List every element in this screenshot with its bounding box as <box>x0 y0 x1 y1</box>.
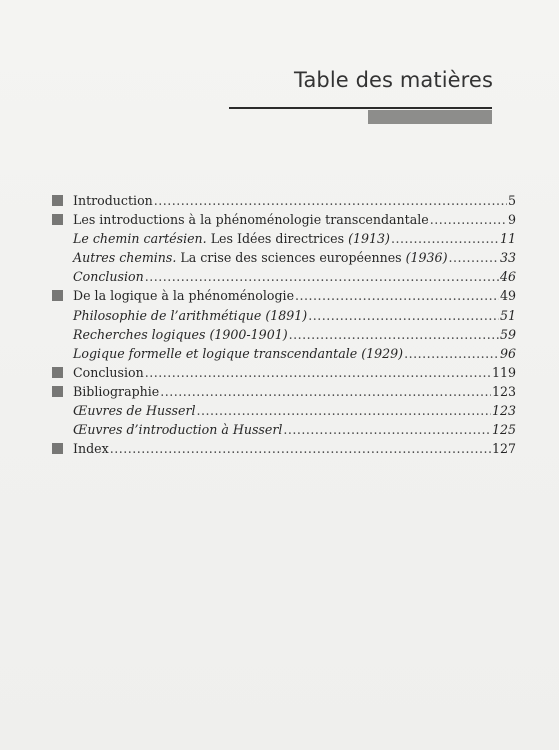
toc-entry-line <box>52 267 516 286</box>
toc-entry-title <box>73 344 403 363</box>
square-bullet-icon <box>52 386 63 397</box>
toc-page-number: 96 <box>499 345 516 361</box>
toc-entry <box>52 401 516 420</box>
toc-page-number: 5 <box>507 193 516 208</box>
dot-leader <box>391 229 499 248</box>
toc-entry-line <box>52 401 516 420</box>
toc-title-part: (1913) <box>348 231 390 247</box>
dot-leader <box>197 401 491 420</box>
toc-title-part: Œuvres de Husserl <box>73 403 196 419</box>
toc-title-part: Les introductions à la phénoménologie transcendantale <box>73 212 429 228</box>
toc-entry <box>52 439 516 458</box>
title-underline <box>229 107 492 109</box>
toc-page-number: 127 <box>491 441 516 457</box>
toc-entry-line <box>52 306 516 325</box>
toc-entry-line <box>52 286 516 305</box>
square-bullet-icon <box>52 195 63 206</box>
toc-entry-line <box>52 191 516 210</box>
dot-leader <box>289 325 499 344</box>
toc-entry-title <box>73 420 282 439</box>
toc-title-part: Autres chemins. <box>73 250 177 266</box>
toc-entry-line <box>52 210 516 229</box>
toc-title-part: De la logique à la phénoménologie <box>73 288 295 304</box>
toc-entry-line <box>52 325 516 344</box>
dot-leader <box>145 267 499 286</box>
toc-entry <box>52 325 516 344</box>
toc-entry <box>52 382 516 401</box>
toc-entry <box>52 248 516 267</box>
toc-title-part: La crise des sciences européennes <box>176 250 406 266</box>
toc-entry <box>52 229 516 248</box>
page-title: Table des matières <box>294 68 493 92</box>
toc-page-number: 123 <box>491 383 516 399</box>
toc-title-part: Logique formelle et logique transcendantale (1929) <box>73 345 404 361</box>
toc-title-part: Bibliographie <box>73 383 160 399</box>
dot-leader <box>295 286 499 305</box>
square-bullet-icon <box>52 214 63 225</box>
toc-page-number: 51 <box>499 307 516 323</box>
toc-title-part: Le chemin cartésien. <box>73 231 207 247</box>
dot-leader <box>404 344 499 363</box>
toc-entry-title <box>73 191 153 210</box>
toc-title-part: Les Idées directrices <box>206 231 349 247</box>
toc-entry-title <box>73 401 196 420</box>
dot-leader <box>160 382 491 401</box>
toc-title-part: Conclusion <box>73 269 144 285</box>
square-bullet-icon <box>52 367 63 378</box>
toc-entry <box>52 191 516 210</box>
toc-page-number: 46 <box>499 269 516 285</box>
dot-leader <box>283 420 491 439</box>
toc-entry-title <box>73 229 390 248</box>
dot-leader <box>145 363 491 382</box>
title-accent-bar <box>368 110 492 124</box>
toc-page-number: 9 <box>507 212 516 228</box>
toc-entry-line <box>52 382 516 401</box>
toc-title-part: Conclusion <box>73 364 144 380</box>
toc-title-part: Recherches logiques (1900-1901) <box>73 326 288 342</box>
toc-page-number: 119 <box>491 364 516 380</box>
toc-entry <box>52 210 516 229</box>
dot-leader <box>110 439 491 458</box>
square-bullet-icon <box>52 443 63 454</box>
table-of-contents <box>52 191 516 458</box>
toc-entry-title <box>73 439 109 458</box>
toc-entry-line <box>52 344 516 363</box>
toc-entry-title <box>73 306 307 325</box>
toc-entry-title <box>73 210 429 229</box>
dot-leader <box>154 191 507 210</box>
toc-title-part: Œuvres d’introduction à Husserl <box>73 422 283 438</box>
toc-page-number: 125 <box>491 422 516 438</box>
dot-leader <box>430 210 507 229</box>
toc-entry <box>52 267 516 286</box>
toc-title-part: (1936) <box>405 250 448 266</box>
toc-entry-title <box>73 325 288 344</box>
toc-title-part: Introduction <box>73 193 153 208</box>
toc-entry <box>52 286 516 305</box>
dot-leader <box>308 306 499 325</box>
toc-entry-line <box>52 439 516 458</box>
toc-entry-title <box>73 286 294 305</box>
toc-page-number: 11 <box>499 231 516 247</box>
toc-entry-title <box>73 382 159 401</box>
toc-entry-line <box>52 248 516 267</box>
toc-page-number: 59 <box>499 326 516 342</box>
toc-page-number: 123 <box>491 403 516 419</box>
toc-entry <box>52 344 516 363</box>
toc-entry-title <box>73 363 144 382</box>
toc-page-number: 33 <box>499 250 516 266</box>
toc-entry-line <box>52 229 516 248</box>
square-bullet-icon <box>52 290 63 301</box>
toc-entry <box>52 363 516 382</box>
toc-title-part: Philosophie de l’arithmétique (1891) <box>73 307 308 323</box>
toc-entry-line <box>52 420 516 439</box>
toc-entry-title <box>73 267 144 286</box>
toc-entry-title <box>73 248 448 267</box>
toc-entry <box>52 420 516 439</box>
toc-entry-line <box>52 363 516 382</box>
toc-page-number: 49 <box>499 288 516 304</box>
toc-entry <box>52 306 516 325</box>
toc-title-part: Index <box>73 441 109 457</box>
dot-leader <box>449 248 499 267</box>
